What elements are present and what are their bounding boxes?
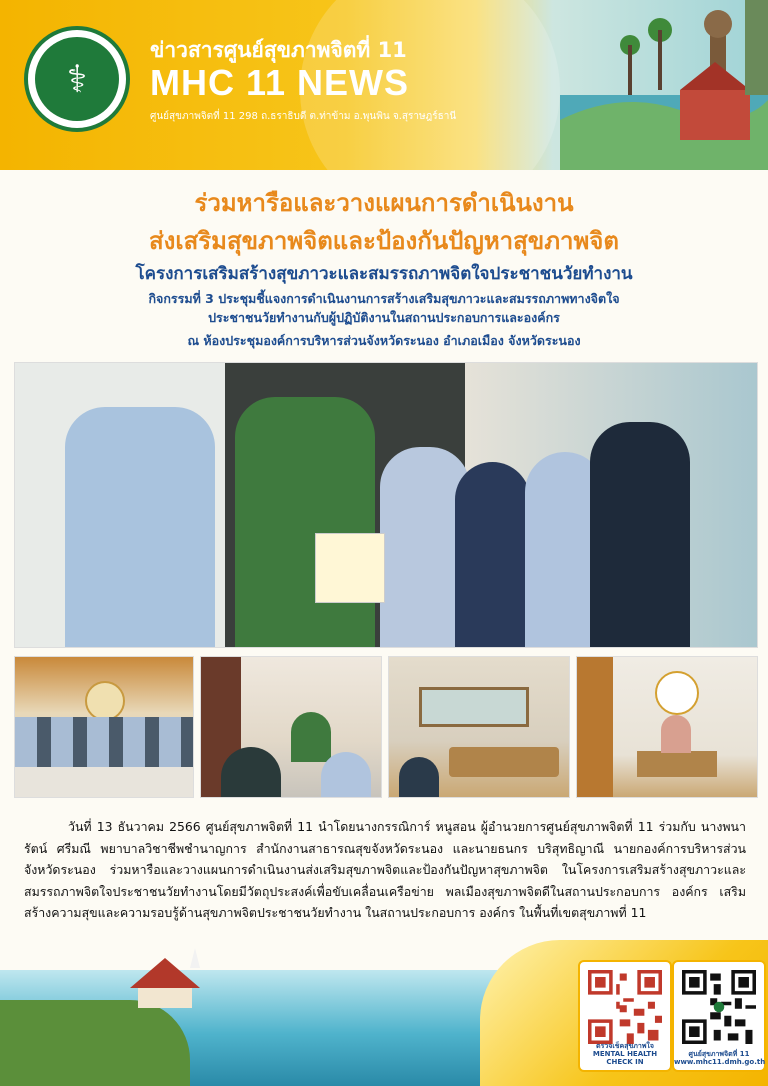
qr-code-icon xyxy=(682,970,756,1044)
footer-land-illustration xyxy=(0,1000,190,1086)
meeting-photo-1 xyxy=(14,656,194,798)
article-paragraph: วันที่ 13 ธันวาคม 2566 ศูนย์สุขภาพจิตที่ 11 นำโดยนางกรรณิการ์ หนูสอน ผู้อำนวยการศูนย์สุขภาพจิตที่ 11 ร่วมกับ นางพนารัตน์ ศรีมณี พยาบาลวิชาชีพชำนาญการ สำนักงานสาธารณสุขจังหวัดระนอง และนายธนกร บริสุทธิญาณี นายกองค์การบริหารส่วนจังหวัดระนอง ร่วมหารือและวางแผนการดำเนินงานส่งเสริมสุขภาพจิตและป้องกันปัญหาสุขภาพจิต ในโครงการเสริมสร้างสุขภาวะและสมรรถภาพจิตใจประชาชนวัยทำงานโดยมีวัตถุประสงค์เพื่อขับเคลื่อนเครือข่าย พลเมืองสุขภาพจิตดีในสถานประกอบการ องค์กร เสริมสร้างความสุขและความรอบรู้ด้านสุขภาพจิตประชาชนวัยทำงาน ในสถานประกอบการ องค์กร ในพื้นที่เขตสุขภาพที่ 11 xyxy=(24,819,746,920)
headline-line-1: ร่วมหารือและวางแผนการดำเนินงาน xyxy=(194,189,574,217)
caduceus-icon: ⚕ xyxy=(35,37,119,121)
meeting-photo-4 xyxy=(576,656,758,798)
header-banner xyxy=(0,0,768,170)
activity-line-1: กิจกรรมที่ 3 ประชุมชี้แจงการดำเนินงานการสร้างเสริมสุขภาวะและสมรรถภาพทางจิตใจ xyxy=(148,291,620,306)
meeting-photo-3 xyxy=(388,656,570,798)
project-title: โครงการเสริมสร้างสุขภาวะและสมรรถภาพจิตใจประชาชนวัยทำงาน xyxy=(135,264,633,284)
qr-mhc11-website[interactable] xyxy=(672,960,766,1072)
landmark-scenery-illustration xyxy=(560,0,768,170)
person-4 xyxy=(455,462,530,647)
main-group-photo xyxy=(14,362,758,648)
qr-caption-2: ศูนย์สุขภาพจิตที่ 11 www.mhc11.dmh.go.th xyxy=(674,1050,766,1066)
person-1 xyxy=(65,407,215,647)
temple-icon xyxy=(120,948,210,1008)
header-thai-title: ข่าวสารศูนย์สุขภาพจิตที่ 11 xyxy=(150,38,407,62)
header-english-title: MHC 11 NEWS xyxy=(150,62,410,103)
qr-caption-1: ตรวจเช็คสุขภาพใจ MENTAL HEALTH CHECK IN xyxy=(592,1042,658,1066)
activity-line-2: ประชาชนวัยทำงานกับผู้ปฏิบัติงานในสถานประกอบการและองค์กร xyxy=(208,310,560,325)
gift-bag xyxy=(315,533,385,603)
person-2 xyxy=(235,397,375,647)
meeting-photo-2 xyxy=(200,656,382,798)
headline-line-2: ส่งเสริมสุขภาพจิตและป้องกันปัญหาสุขภาพจิต xyxy=(149,227,619,255)
qr-mental-health-check[interactable] xyxy=(578,960,672,1072)
footer-banner xyxy=(0,940,768,1086)
qr-code-icon xyxy=(588,970,662,1044)
header-address: ศูนย์สุขภาพจิตที่ 11 298 ถ.ธราธิบดี ต.ท่าข้าม อ.พุนพิน จ.สุราษฎร์ธานี xyxy=(150,111,457,122)
venue-line: ณ ห้องประชุมองค์การบริหารส่วนจังหวัดระนอง อำเภอเมือง จังหวัดระนอง xyxy=(187,333,581,348)
person-6 xyxy=(590,422,690,647)
ministry-logo xyxy=(24,26,130,132)
article-body xyxy=(24,816,746,924)
